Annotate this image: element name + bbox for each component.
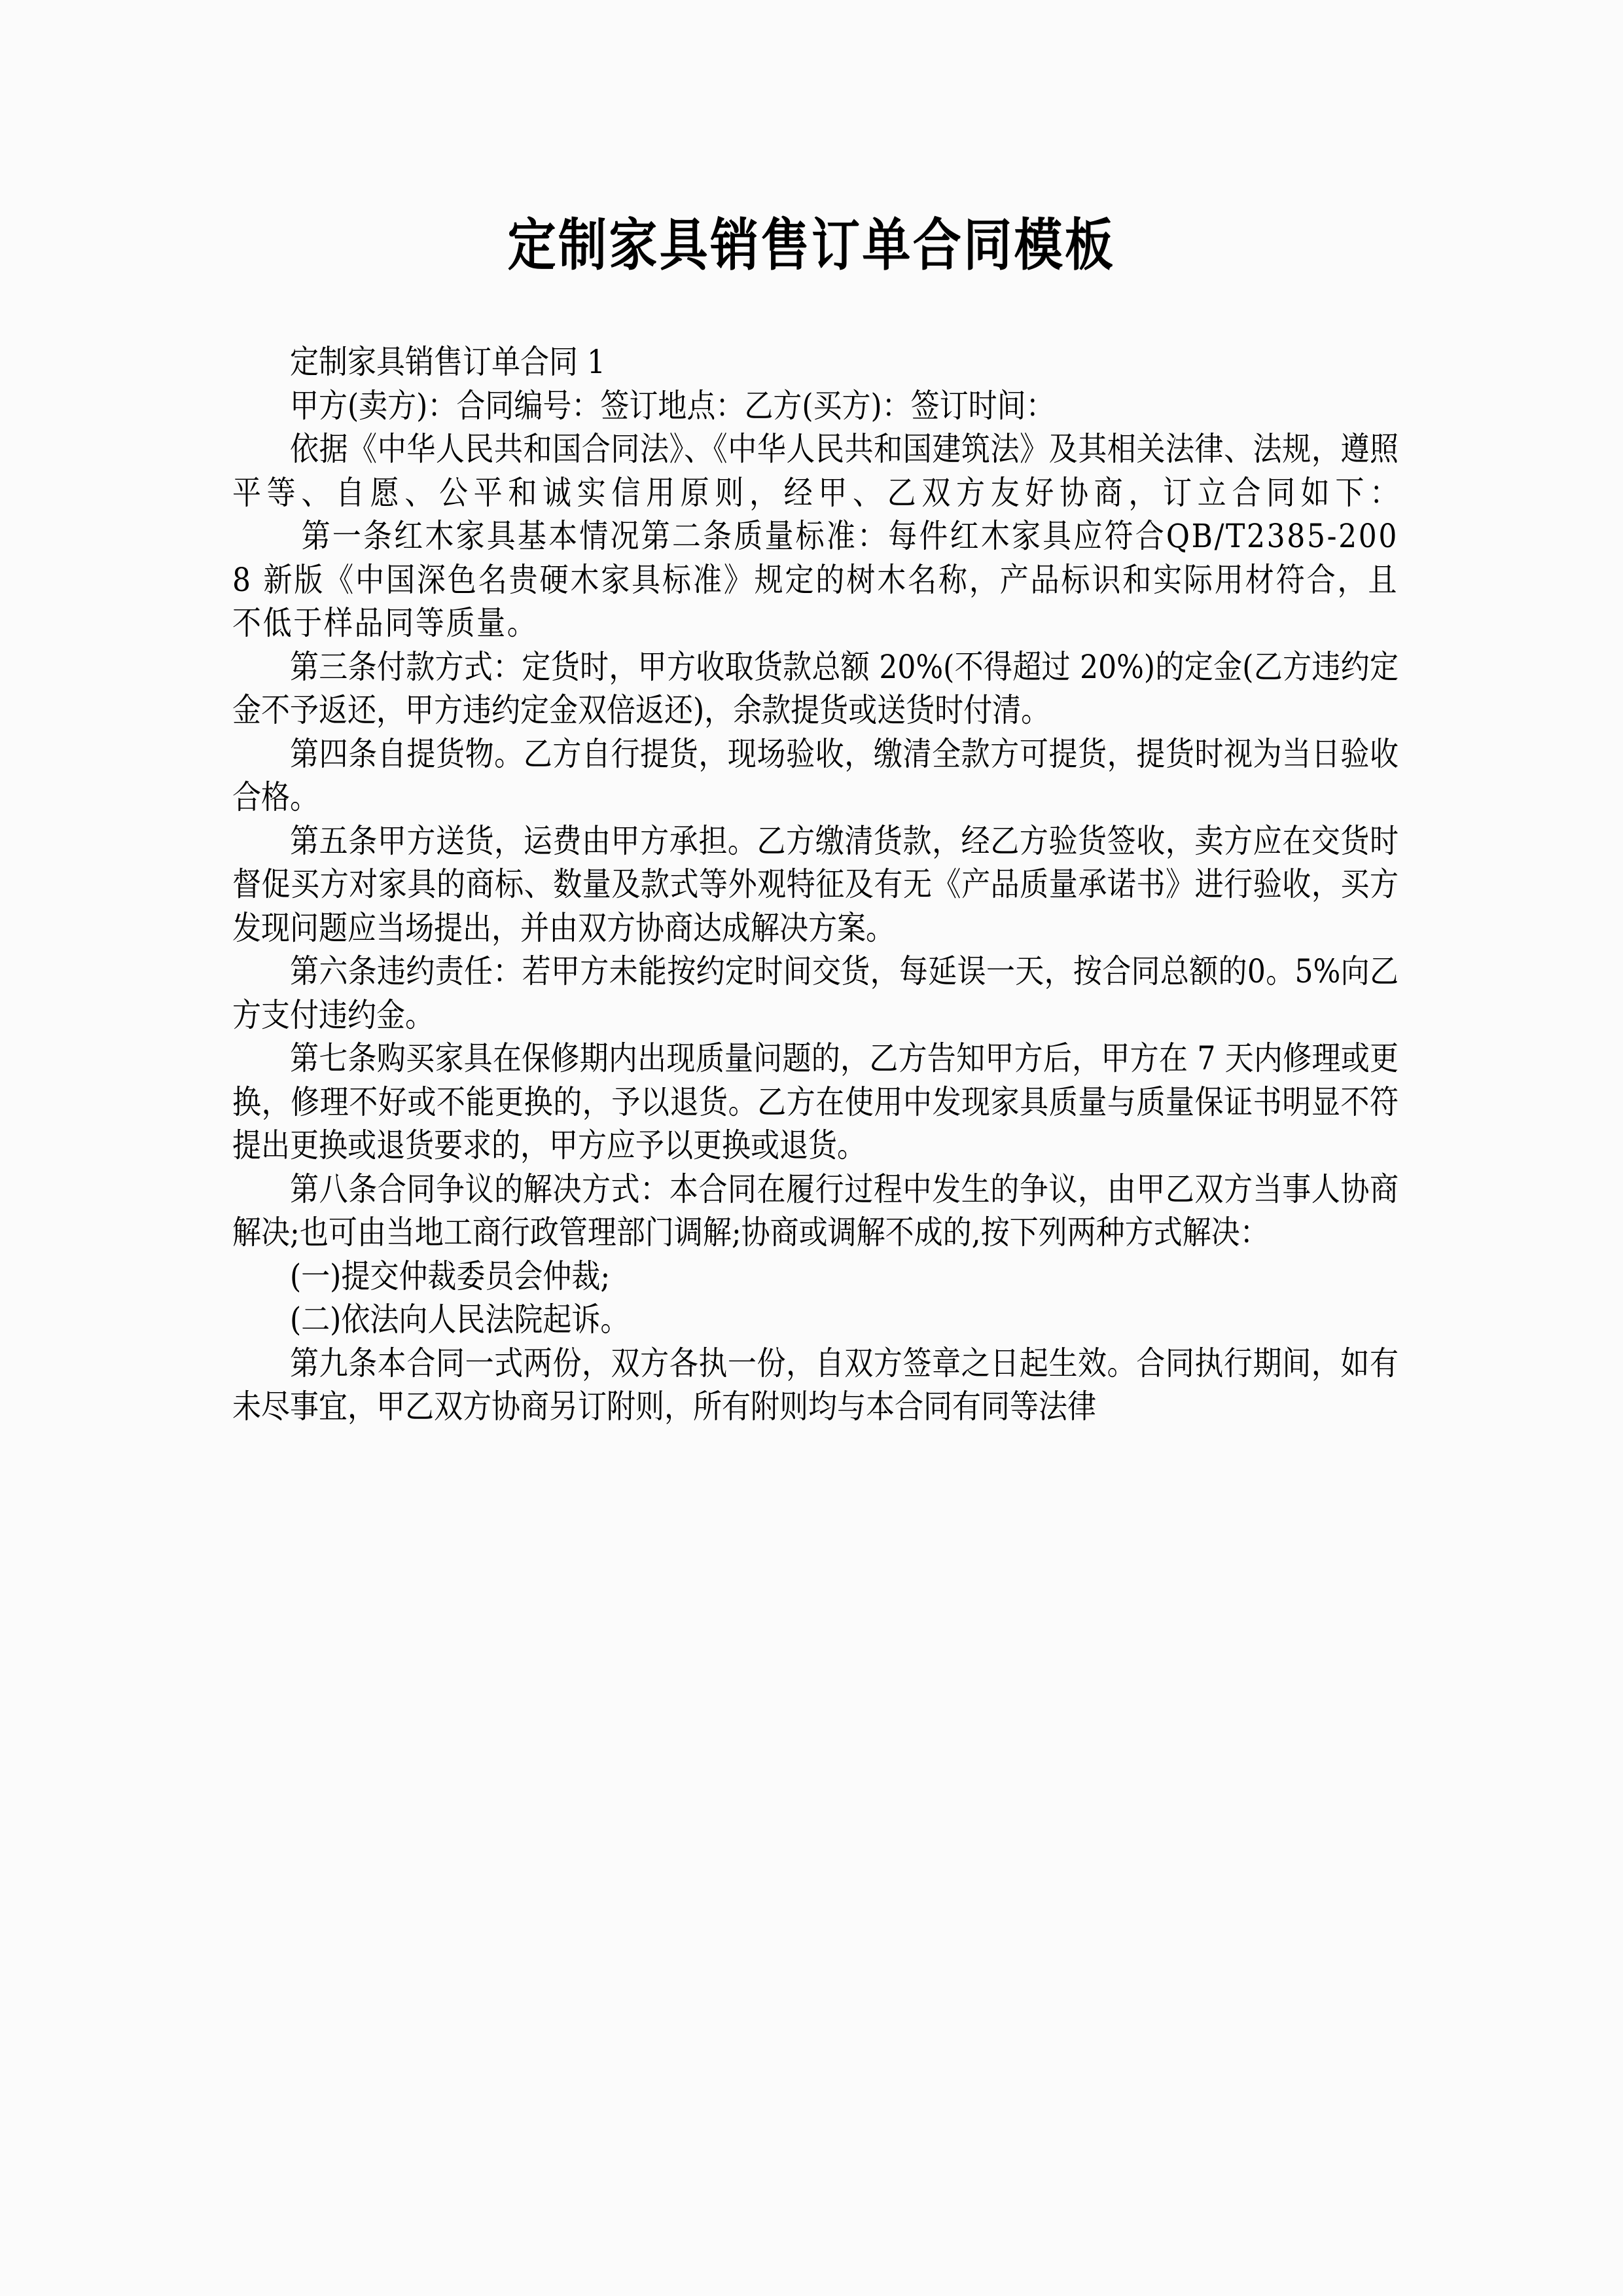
paragraph-article-5: 第五条甲方送货，运费由甲方承担。乙方缴清货款，经乙方验货签收，卖方应在交货时督促买方对家具的商标、数量及款式等外观特征及有无《产品质量承诺书》进行验收，买方发现问题应当场提出，并由双方协商达成解决方案。 [232, 821, 1399, 947]
paragraph-article-8-item-2: (二)依法向人民法院起诉。 [290, 1300, 630, 1338]
paragraph-subtitle: 定制家具销售订单合同 1 [290, 343, 605, 381]
paragraph-article-9: 第九条本合同一式两份，双方各执一份，自双方签章之日起生效。合同执行期间，如有未尽事宜，甲乙双方协商另订附则，所有附则均与本合同有同等法律 [232, 1344, 1399, 1426]
paragraph-parties: 甲方(卖方)：合同编号：签订地点：乙方(买方)：签订时间： [290, 386, 1055, 425]
paragraph-article-8: 第八条合同争议的解决方式：本合同在履行过程中发生的争议，由甲乙双方当事人协商解决;也可由当地工商行政管理部门调解;协商或调解不成的,按下列两种方式解决： [232, 1170, 1399, 1251]
paragraph-article-6: 第六条违约责任：若甲方未能按约定时间交货，每延误一天，按合同总额的0。5%向乙方支付违约金。 [232, 952, 1399, 1034]
paragraph-article-4: 第四条自提货物。乙方自行提货，现场验收，缴清全款方可提货，提货时视为当日验收合格。 [232, 734, 1399, 816]
paragraph-preamble: 依据《中华人民共和国合同法》、《中华人民共和国建筑法》及其相关法律、法规，遵照平等、自愿、公平和诚实信用原则，经甲、乙双方友好协商，订立合同如下： [232, 430, 1399, 512]
paragraph-article-1-2: 第一条红木家具基本情况第二条质量标准：每件红木家具应符合QB/T2385-2008 新版《中国深色名贵硬木家具标准》规定的树木名称，产品标识和实际用材符合，且不低于样品同等质量。 [232, 517, 1399, 642]
page-title: 定制家具销售订单合同模板 [507, 212, 1116, 278]
paragraph-article-8-item-1: (一)提交仲裁委员会仲裁; [290, 1257, 611, 1295]
paragraph-article-3: 第三条付款方式：定货时，甲方收取货款总额 20%(不得超过 20%)的定金(乙方违约定金不予返还，甲方违约定金双倍返还)，余款提货或送货时付清。 [232, 647, 1399, 729]
paragraph-article-7: 第七条购买家具在保修期内出现质量问题的，乙方告知甲方后，甲方在 7 天内修理或更换，修理不好或不能更换的，予以退货。乙方在使用中发现家具质量与质量保证书明显不符提出更换或退货要求的，甲方应予以更换或退货。 [232, 1039, 1399, 1164]
document-body [232, 340, 1399, 1429]
